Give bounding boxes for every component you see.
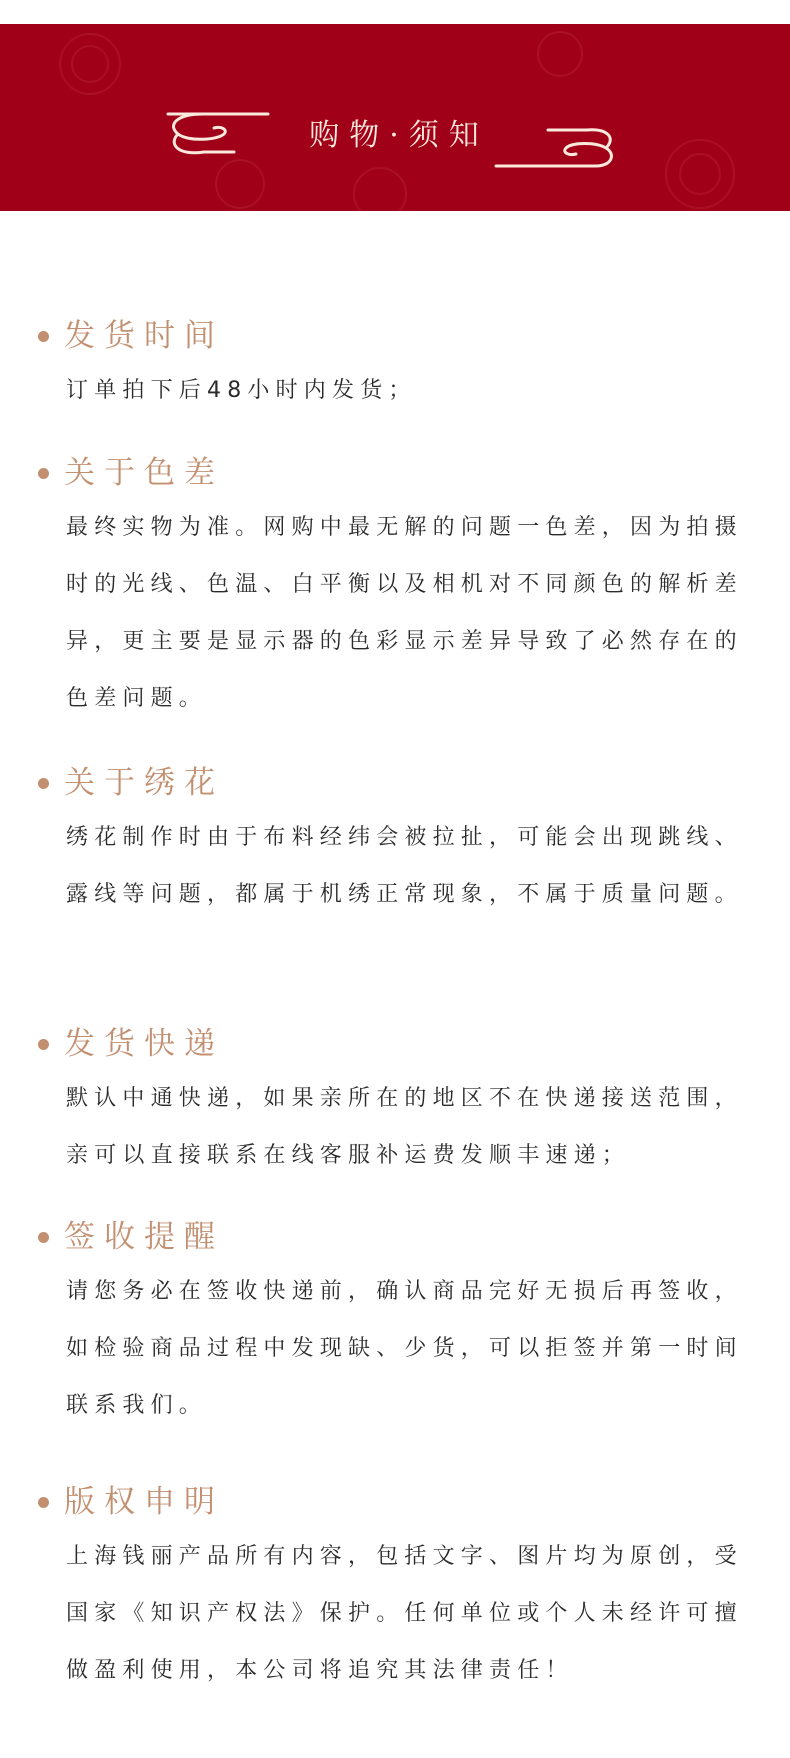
section-body: 绣花制作时由于布料经纬会被拉扯，可能会出现跳线、露线等问题，都属于机绣正常现象，不属于质量问题。 <box>66 825 743 907</box>
section-shipping-time <box>36 316 756 403</box>
section-embroidery <box>36 763 756 907</box>
section-title: 发货快递 <box>64 1026 224 1062</box>
section-body: 订单拍下后48小时内发货； <box>66 378 417 403</box>
bullet-dot <box>38 1039 49 1050</box>
section-title: 关于绣花 <box>64 765 224 801</box>
section-title: 关于色差 <box>64 455 224 491</box>
section-body: 上海钱丽产品所有内容，包括文字、图片均为原创，受国家《知识产权法》保护。任何单位或个人未经许可擅做盈利使用，本公司将追究其法律责任！ <box>66 1544 743 1683</box>
bullet-dot <box>38 1497 49 1508</box>
section-heading <box>36 1217 756 1257</box>
bullet-dot <box>38 331 49 342</box>
section-heading <box>36 763 756 803</box>
section-title: 发货时间 <box>64 318 224 354</box>
section-body: 最终实物为准。网购中最无解的问题一色差，因为拍摄时的光线、色温、白平衡以及相机对不同颜色的解析差异，更主要是显示器的色彩显示差异导致了必然存在的色差问题。 <box>66 515 743 711</box>
banner-title: 购物·须知 <box>309 118 489 153</box>
section-body: 默认中通快递，如果亲所在的地区不在快递接送范围，亲可以直接联系在线客服补运费发顺丰速递； <box>66 1086 743 1168</box>
bullet-dot <box>38 778 49 789</box>
cloud-scroll-right-icon <box>492 124 620 172</box>
section-body: 请您务必在签收快递前，确认商品完好无损后再签收，如检验商品过程中发现缺、少货，可以拒签并第一时间联系我们。 <box>66 1279 743 1418</box>
section-copyright <box>36 1482 756 1683</box>
section-heading <box>36 1482 756 1522</box>
section-title: 签收提醒 <box>64 1219 224 1255</box>
section-heading <box>36 453 756 493</box>
section-color-difference <box>36 453 756 711</box>
bullet-dot <box>38 1232 49 1243</box>
section-receipt-reminder <box>36 1217 756 1418</box>
section-heading <box>36 1024 756 1064</box>
section-title: 版权申明 <box>64 1484 224 1520</box>
section-courier <box>36 1024 756 1168</box>
section-heading <box>36 316 756 356</box>
header-banner <box>0 24 790 211</box>
bullet-dot <box>38 468 49 479</box>
